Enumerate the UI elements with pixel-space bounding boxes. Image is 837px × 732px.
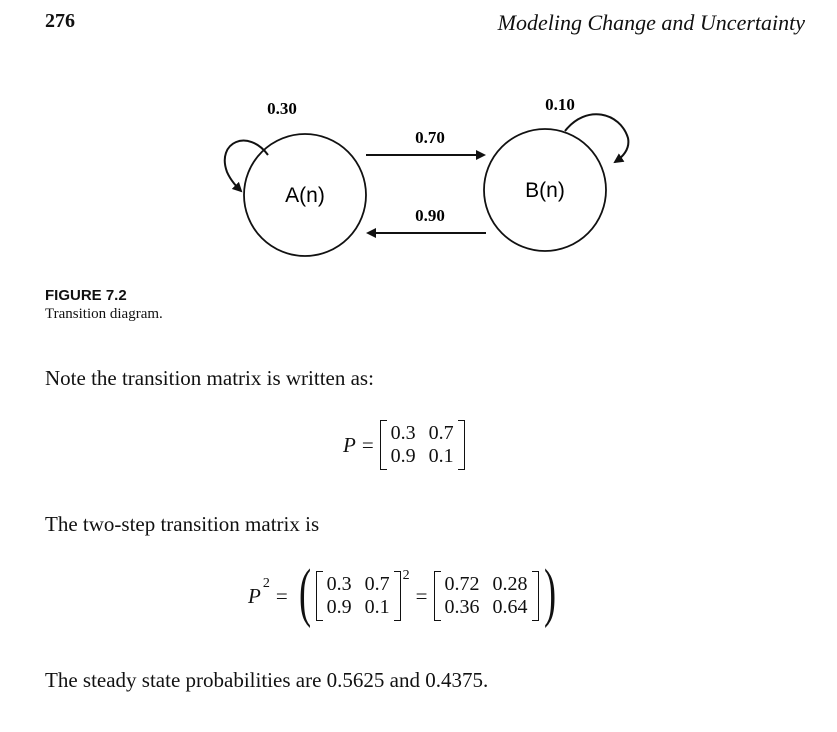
p-symbol: P: [343, 432, 356, 457]
matrix-cell: 0.28: [492, 573, 528, 595]
matrix-cell: 0.3: [390, 422, 416, 444]
prob-a-to-b: 0.70: [415, 128, 445, 147]
close-paren: ): [543, 556, 556, 629]
page-number: 276: [45, 10, 75, 32]
open-paren: (: [298, 556, 311, 629]
state-a-label: A(n): [285, 184, 325, 207]
equals-sign: =: [415, 583, 428, 608]
p-symbol: P: [248, 583, 261, 608]
matrix-cell: 0.72: [444, 573, 480, 595]
matrix-p-inner: [316, 571, 401, 621]
equals-sign: =: [275, 583, 288, 608]
running-head: Modeling Change and Uncertainty: [497, 10, 805, 35]
self-loop-b: [565, 114, 628, 162]
matrix-cell: 0.1: [364, 596, 390, 618]
matrix-cell: 0.3: [326, 573, 352, 595]
paragraph-two-step: The two-step transition matrix is: [45, 512, 320, 536]
figure-label: FIGURE 7.2: [45, 287, 127, 304]
matrix-p: [380, 420, 465, 470]
paragraph-steady-state: The steady state probabilities are 0.5625 and 0.4375.: [45, 668, 489, 692]
equation-p-squared: [248, 556, 560, 629]
exponent: 2: [402, 568, 410, 583]
matrix-cell: 0.9: [326, 596, 352, 618]
exponent: 2: [262, 576, 270, 591]
figure-caption: Transition diagram.: [45, 306, 163, 322]
matrix-p-squared: [434, 571, 539, 621]
self-loop-a: [225, 141, 268, 191]
prob-b-to-a: 0.90: [415, 206, 445, 225]
transition-diagram: [0, 0, 837, 285]
prob-a-self: 0.30: [267, 99, 297, 118]
matrix-cell: 0.36: [444, 596, 480, 618]
prob-b-self: 0.10: [545, 95, 575, 114]
matrix-cell: 0.7: [364, 573, 390, 595]
matrix-cell: 0.9: [390, 445, 416, 467]
matrix-cell: 0.1: [428, 445, 454, 467]
paragraph-transition-matrix: Note the transition matrix is written as:: [45, 366, 374, 390]
matrix-cell: 0.64: [492, 596, 528, 618]
equals-sign: =: [361, 432, 374, 457]
equation-p: [343, 420, 465, 470]
matrix-cell: 0.7: [428, 422, 454, 444]
state-b-label: B(n): [525, 179, 565, 202]
